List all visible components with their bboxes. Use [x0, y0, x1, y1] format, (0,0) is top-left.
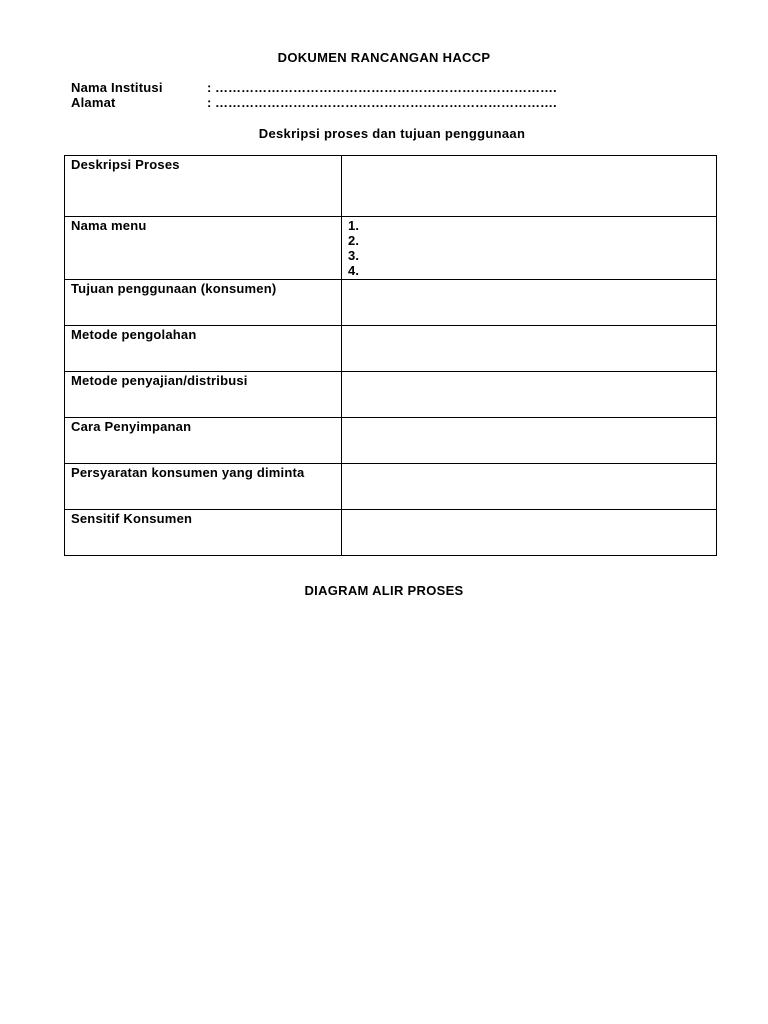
table-row — [65, 280, 717, 326]
section-title: Deskripsi proses dan tujuan penggunaan — [258, 126, 526, 141]
menu-item-number: 2. — [348, 233, 360, 248]
row-value-storage — [342, 418, 717, 464]
row-label-intended-use: Tujuan penggunaan (konsumen) — [65, 280, 342, 326]
row-value-consumer-sensitivity — [342, 510, 717, 556]
row-value-intended-use — [342, 280, 717, 326]
process-description-table — [64, 155, 717, 556]
row-value-process-description — [342, 156, 717, 217]
table-row — [65, 418, 717, 464]
row-value-consumer-requirements — [342, 464, 717, 510]
table-row — [65, 156, 717, 217]
menu-item-number: 3. — [348, 248, 360, 263]
row-value-processing-method — [342, 326, 717, 372]
row-label-menu-name: Nama menu — [65, 217, 342, 280]
row-label-process-description: Deskripsi Proses — [65, 156, 342, 217]
field-value-address: : ……………………………………………………………………. — [207, 95, 557, 110]
field-value-institution: : ……………………………………………………………………. — [207, 80, 557, 95]
row-label-serving-method: Metode penyajian/distribusi — [65, 372, 342, 418]
row-label-storage: Cara Penyimpanan — [65, 418, 342, 464]
menu-item-number: 4. — [348, 263, 360, 278]
menu-number-list — [348, 218, 710, 278]
menu-item-number: 1. — [348, 218, 360, 233]
table-row — [65, 326, 717, 372]
table-row — [65, 217, 717, 280]
row-label-consumer-sensitivity: Sensitif Konsumen — [65, 510, 342, 556]
table-row — [65, 510, 717, 556]
field-label-institution: Nama Institusi — [71, 80, 163, 95]
row-value-menu-name — [342, 217, 717, 280]
table-row — [65, 464, 717, 510]
field-row-address — [71, 95, 557, 110]
row-label-consumer-requirements: Persyaratan konsumen yang diminta — [65, 464, 342, 510]
document-title: DOKUMEN RANCANGAN HACCP — [277, 50, 491, 65]
table-row — [65, 372, 717, 418]
diagram-title: DIAGRAM ALIR PROSES — [304, 583, 464, 598]
field-label-address: Alamat — [71, 95, 116, 110]
row-label-processing-method: Metode pengolahan — [65, 326, 342, 372]
field-row-institution — [71, 80, 557, 95]
row-value-serving-method — [342, 372, 717, 418]
